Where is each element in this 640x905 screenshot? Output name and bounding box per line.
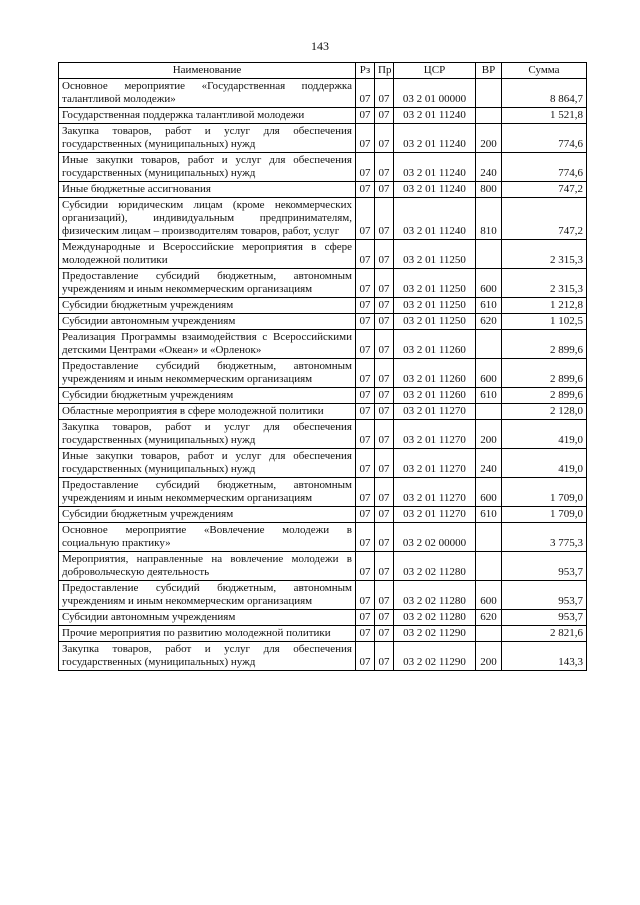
table-row	[59, 610, 587, 626]
row-name: Основное мероприятие «Вовлечение молодежи в социальную практику»	[59, 523, 356, 552]
row-name: Субсидии автономным учреждениям	[59, 610, 356, 626]
row-vr	[476, 552, 502, 581]
row-name: Предоставление субсидий бюджетным, автономным учреждениям и иным некоммерческим организациям	[59, 269, 356, 298]
row-sum: 1 212,8	[502, 298, 587, 314]
row-rz: 07	[356, 507, 375, 523]
row-csr: 03 2 01 11240	[394, 182, 476, 198]
row-vr: 610	[476, 388, 502, 404]
row-name: Субсидии бюджетным учреждениям	[59, 298, 356, 314]
row-rz: 07	[356, 314, 375, 330]
row-csr: 03 2 01 11240	[394, 108, 476, 124]
table-row	[59, 314, 587, 330]
row-rz: 07	[356, 610, 375, 626]
row-vr: 600	[476, 359, 502, 388]
row-rz: 07	[356, 108, 375, 124]
table-row	[59, 388, 587, 404]
row-rz: 07	[356, 153, 375, 182]
row-csr: 03 2 01 11240	[394, 198, 476, 240]
row-pr: 07	[375, 420, 394, 449]
row-rz: 07	[356, 124, 375, 153]
row-sum: 3 775,3	[502, 523, 587, 552]
row-vr: 200	[476, 642, 502, 671]
row-csr: 03 2 02 11280	[394, 610, 476, 626]
row-sum: 1 709,0	[502, 507, 587, 523]
row-csr: 03 2 01 00000	[394, 79, 476, 108]
row-csr: 03 2 01 11240	[394, 124, 476, 153]
table-row	[59, 581, 587, 610]
row-sum: 2 315,3	[502, 240, 587, 269]
row-csr: 03 2 01 11260	[394, 330, 476, 359]
row-sum: 1 709,0	[502, 478, 587, 507]
row-csr: 03 2 01 11270	[394, 420, 476, 449]
row-sum: 2 315,3	[502, 269, 587, 298]
row-rz: 07	[356, 523, 375, 552]
row-sum: 143,3	[502, 642, 587, 671]
row-name: Субсидии бюджетным учреждениям	[59, 507, 356, 523]
row-pr: 07	[375, 330, 394, 359]
row-pr: 07	[375, 124, 394, 153]
row-pr: 07	[375, 449, 394, 478]
row-vr: 200	[476, 124, 502, 153]
row-pr: 07	[375, 626, 394, 642]
row-sum: 1 521,8	[502, 108, 587, 124]
row-csr: 03 2 02 11280	[394, 581, 476, 610]
row-vr	[476, 404, 502, 420]
row-rz: 07	[356, 298, 375, 314]
row-name: Мероприятия, направленные на вовлечение молодежи в добровольческую деятельность	[59, 552, 356, 581]
column-header-sum: Сумма	[502, 63, 587, 79]
table-row	[59, 523, 587, 552]
table-row	[59, 79, 587, 108]
row-csr: 03 2 01 11270	[394, 404, 476, 420]
row-sum: 1 102,5	[502, 314, 587, 330]
row-sum: 2 899,6	[502, 330, 587, 359]
row-rz: 07	[356, 240, 375, 269]
row-rz: 07	[356, 182, 375, 198]
table-row	[59, 404, 587, 420]
row-rz: 07	[356, 642, 375, 671]
row-name: Субсидии автономным учреждениям	[59, 314, 356, 330]
row-name: Иные закупки товаров, работ и услуг для обеспечения государственных (муниципальных) нужд	[59, 449, 356, 478]
row-name: Международные и Всероссийские мероприятия в сфере молодежной политики	[59, 240, 356, 269]
column-header-rz: Рз	[356, 63, 375, 79]
table-row	[59, 642, 587, 671]
row-vr	[476, 626, 502, 642]
row-sum: 747,2	[502, 198, 587, 240]
row-pr: 07	[375, 404, 394, 420]
table-header-row	[59, 63, 587, 79]
row-rz: 07	[356, 420, 375, 449]
row-name: Закупка товаров, работ и услуг для обеспечения государственных (муниципальных) нужд	[59, 124, 356, 153]
row-pr: 07	[375, 79, 394, 108]
row-csr: 03 2 02 00000	[394, 523, 476, 552]
row-pr: 07	[375, 269, 394, 298]
row-sum: 419,0	[502, 449, 587, 478]
row-name: Иные закупки товаров, работ и услуг для обеспечения государственных (муниципальных) нужд	[59, 153, 356, 182]
row-csr: 03 2 01 11270	[394, 507, 476, 523]
row-sum: 953,7	[502, 610, 587, 626]
row-vr: 610	[476, 507, 502, 523]
row-pr: 07	[375, 581, 394, 610]
row-pr: 07	[375, 388, 394, 404]
row-vr	[476, 79, 502, 108]
row-csr: 03 2 01 11240	[394, 153, 476, 182]
row-name: Субсидии бюджетным учреждениям	[59, 388, 356, 404]
row-pr: 07	[375, 298, 394, 314]
row-csr: 03 2 01 11250	[394, 314, 476, 330]
row-sum: 419,0	[502, 420, 587, 449]
row-name: Основное мероприятие «Государственная поддержка талантливой молодежи»	[59, 79, 356, 108]
row-pr: 07	[375, 507, 394, 523]
row-pr: 07	[375, 153, 394, 182]
row-rz: 07	[356, 388, 375, 404]
row-rz: 07	[356, 79, 375, 108]
row-name: Субсидии юридическим лицам (кроме некоммерческих организаций), индивидуальным предпринимателям, физическим лицам – производителям товаров, работ, услуг	[59, 198, 356, 240]
row-name: Предоставление субсидий бюджетным, автономным учреждениям и иным некоммерческим организациям	[59, 478, 356, 507]
row-pr: 07	[375, 240, 394, 269]
table-row	[59, 420, 587, 449]
row-csr: 03 2 01 11250	[394, 298, 476, 314]
row-name: Предоставление субсидий бюджетным, автономным учреждениям и иным некоммерческим организациям	[59, 359, 356, 388]
table-row	[59, 298, 587, 314]
row-rz: 07	[356, 269, 375, 298]
row-vr	[476, 330, 502, 359]
table-row	[59, 359, 587, 388]
row-name: Закупка товаров, работ и услуг для обеспечения государственных (муниципальных) нужд	[59, 642, 356, 671]
column-header-pr: Пр	[375, 63, 394, 79]
row-rz: 07	[356, 359, 375, 388]
row-csr: 03 2 02 11280	[394, 552, 476, 581]
row-pr: 07	[375, 523, 394, 552]
table-row	[59, 124, 587, 153]
row-rz: 07	[356, 330, 375, 359]
page-number: 143	[311, 39, 329, 53]
row-pr: 07	[375, 108, 394, 124]
row-csr: 03 2 02 11290	[394, 626, 476, 642]
row-pr: 07	[375, 478, 394, 507]
row-csr: 03 2 01 11260	[394, 359, 476, 388]
row-csr: 03 2 01 11260	[394, 388, 476, 404]
row-pr: 07	[375, 610, 394, 626]
row-rz: 07	[356, 626, 375, 642]
row-pr: 07	[375, 642, 394, 671]
table-row	[59, 182, 587, 198]
row-sum: 2 821,6	[502, 626, 587, 642]
table-row	[59, 240, 587, 269]
row-sum: 953,7	[502, 581, 587, 610]
row-sum: 774,6	[502, 153, 587, 182]
row-vr: 240	[476, 449, 502, 478]
table-row	[59, 198, 587, 240]
row-name: Реализация Программы взаимодействия с Всероссийскими детскими Центрами «Океан» и «Орленок»	[59, 330, 356, 359]
row-sum: 747,2	[502, 182, 587, 198]
row-rz: 07	[356, 198, 375, 240]
row-name: Государственная поддержка талантливой молодежи	[59, 108, 356, 124]
row-name: Предоставление субсидий бюджетным, автономным учреждениям и иным некоммерческим организациям	[59, 581, 356, 610]
column-header-name: Наименование	[59, 63, 356, 79]
row-vr: 620	[476, 314, 502, 330]
row-sum: 2 128,0	[502, 404, 587, 420]
row-vr: 600	[476, 269, 502, 298]
row-vr: 600	[476, 581, 502, 610]
table-row	[59, 269, 587, 298]
row-csr: 03 2 02 11290	[394, 642, 476, 671]
row-csr: 03 2 01 11250	[394, 269, 476, 298]
row-name: Прочие мероприятия по развитию молодежной политики	[59, 626, 356, 642]
table-row	[59, 478, 587, 507]
row-sum: 774,6	[502, 124, 587, 153]
table-row	[59, 449, 587, 478]
column-header-vr: ВР	[476, 63, 502, 79]
row-vr: 800	[476, 182, 502, 198]
row-pr: 07	[375, 182, 394, 198]
row-csr: 03 2 01 11270	[394, 449, 476, 478]
row-rz: 07	[356, 449, 375, 478]
row-rz: 07	[356, 581, 375, 610]
row-csr: 03 2 01 11250	[394, 240, 476, 269]
row-sum: 2 899,6	[502, 359, 587, 388]
row-name: Областные мероприятия в сфере молодежной политики	[59, 404, 356, 420]
row-rz: 07	[356, 552, 375, 581]
row-name: Иные бюджетные ассигнования	[59, 182, 356, 198]
row-vr: 600	[476, 478, 502, 507]
row-vr: 620	[476, 610, 502, 626]
row-vr: 810	[476, 198, 502, 240]
row-vr: 610	[476, 298, 502, 314]
row-pr: 07	[375, 198, 394, 240]
table-body	[59, 79, 587, 671]
row-vr	[476, 523, 502, 552]
table-row	[59, 108, 587, 124]
row-sum: 953,7	[502, 552, 587, 581]
budget-table	[58, 62, 587, 671]
table-row	[59, 507, 587, 523]
row-vr	[476, 108, 502, 124]
row-sum: 2 899,6	[502, 388, 587, 404]
row-pr: 07	[375, 359, 394, 388]
row-rz: 07	[356, 404, 375, 420]
row-vr: 200	[476, 420, 502, 449]
table-row	[59, 626, 587, 642]
row-name: Закупка товаров, работ и услуг для обеспечения государственных (муниципальных) нужд	[59, 420, 356, 449]
row-vr	[476, 240, 502, 269]
row-pr: 07	[375, 552, 394, 581]
table-row	[59, 552, 587, 581]
row-sum: 8 864,7	[502, 79, 587, 108]
column-header-csr: ЦСР	[394, 63, 476, 79]
table-row	[59, 330, 587, 359]
table-row	[59, 153, 587, 182]
row-rz: 07	[356, 478, 375, 507]
row-pr: 07	[375, 314, 394, 330]
row-vr: 240	[476, 153, 502, 182]
row-csr: 03 2 01 11270	[394, 478, 476, 507]
